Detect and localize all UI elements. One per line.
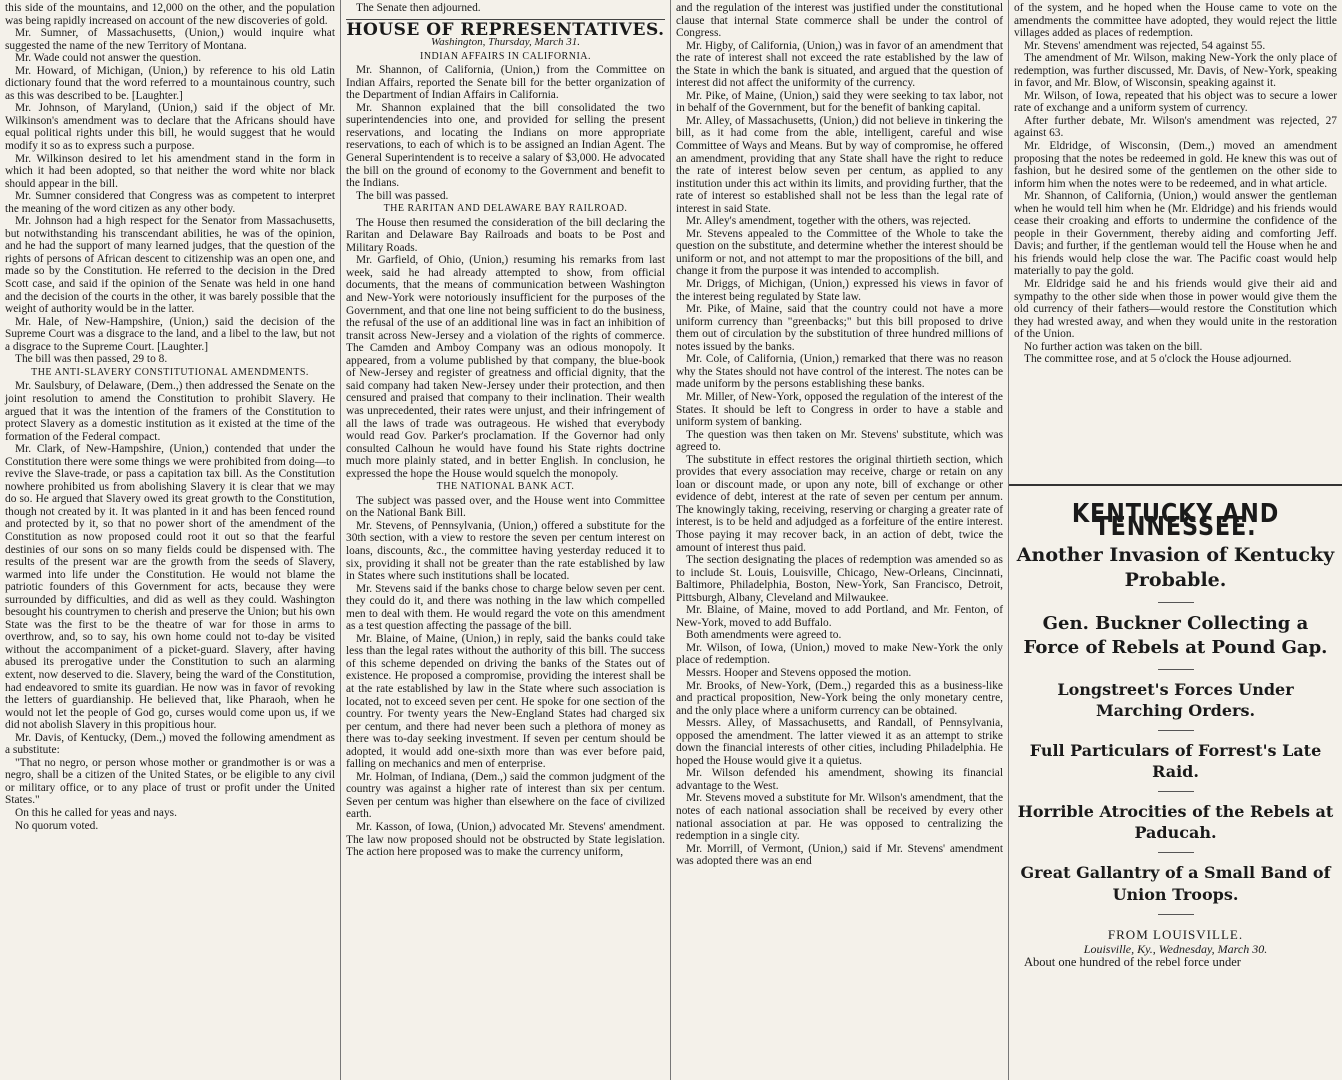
paragraph: Mr. Eldridge said he and his friends would give their aid and sympathy to the other side when those in power would give them the old currency of their fathers—would restore the Constitution which they had wrested away, and when they would unite in the restoration of the Union.: [1014, 278, 1337, 341]
headline-deck: Gen. Buckner Collecting a Force of Rebels at Pound Gap.: [1023, 613, 1328, 658]
section-subhead: THE NATIONAL BANK ACT.: [436, 481, 575, 493]
paragraph: Mr. Saulsbury, of Delaware, (Dem.,) then addressed the Senate on the joint resolution to amend the Constitution to prohibit Slavery. He argued that it was the intention of the framers of the Constitution to protect Slavery as a domestic institution as it existed at the time of the formation of the Federal compact.: [5, 380, 335, 443]
paragraph: Mr. Shannon, of California, (Union,) would answer the gentleman when he would tell him when he (Mr. Eldridge) and his friends would cease their croaking and efforts to undermine the confidence of the people in their Government, thereby aiding and comforting Jeff. Davis; and further, if the gentleman would tell the House when he and his friends would help close the war. The Pacific coast would help materially to pay the gold.: [1014, 190, 1337, 278]
paragraph: Messrs. Hooper and Stevens opposed the motion.: [686, 666, 912, 679]
kentucky-article: [1014, 500, 1337, 968]
paragraph: Mr. Wilson, of Iowa, repeated that his object was to secure a lower rate of exchange and a uniform system of currency.: [1014, 89, 1337, 115]
paragraph: Mr. Pike, of Maine, (Union,) said they were seeking to tax labor, not in behalf of the Government, but for the benefit of banking capital.: [676, 89, 1003, 115]
deck-divider: [1158, 602, 1194, 603]
paragraph: Mr. Alley's amendment, together with the others, was rejected.: [686, 215, 971, 228]
paragraph: Mr. Eldridge, of Wisconsin, (Dem.,) moved an amendment proposing that the notes be redeemed in gold. He knew this was out of fashion, but he desired some of the gentlemen on the other side to inform him when the notes were to be redeemed, and in what article.: [1014, 140, 1337, 190]
paragraph: Mr. Davis, of Kentucky, (Dem.,) moved the following amendment as a substitute:: [5, 731, 335, 757]
deck-divider: [1158, 669, 1194, 670]
paragraph: Mr. Stevens' amendment was rejected, 54 against 55.: [1024, 39, 1266, 52]
paragraph: Messrs. Alley, of Massachusetts, and Randall, of Pennsylvania, opposed the amendment. The latter viewed it as an attempt to strike down the financial interests of other cities, including Philadelphia. He hoped the House would give it a quietus.: [676, 717, 1003, 767]
section-headline: HOUSE OF REPRESENTATIVES.: [346, 19, 665, 40]
paragraph: Mr. Cole, of California, (Union,) remarked that there was no reason why the States should not have control of the interest. The notes can be made uniform by the persons establishing these banks.: [676, 353, 1003, 391]
paragraph: Mr. Howard, of Michigan, (Union,) by reference to his old Latin dictionary found that the word referred to a mountainous country, such as this was described to be. [Laughter.]: [5, 64, 335, 102]
headline-deck: Another Invasion of Kentucky Probable.: [1016, 544, 1335, 592]
section-subhead: THE ANTI-SLAVERY CONSTITUTIONAL AMENDMENTS.: [31, 366, 309, 378]
paragraph: Mr. Pike, of Maine, said that the country could not have a more uniform currency than "greenbacks;" but this bill proposed to drive them out of circulation by the substitution of three hundred millions of notes issued by the banks.: [676, 303, 1003, 353]
paragraph: The substitute in effect restores the original thirtieth section, which provides that every association may receive, charge or retain on any loan or discount made, or upon any note, bill of exchange or other evidence of debt, interest at the rate of seven per centum per annum. The knowingly taking, receiving, reserving or charging a greater rate of interest, is to be held and adjudged as a forfeiture of the entire interest. Those paying it may recover back, in an action of debt, twice the amount of interest thus paid.: [676, 453, 1003, 554]
paragraph: Mr. Clark, of New-Hampshire, (Union,) contended that under the Constitution there were some things we were prohibited from doing—to revive the Slave-trade, or pass a capitation tax bill. As the Constitution nowhere prohibited us from abolishing Slavery it is clear that we may do so. He argued that Slavery owed its great growth to the Constitution, though not created by it. It was planted in it and has been fenced round and protected by it, so that no power short of the amendment of the Constitution as now proposed could root it out so that the fearful destinies of our sons on so many fields could be dispensed with. The results of the present war are the growth from the seeds of Slavery, warmed into life under the Constitution. He would not blame the patriotic founders of this Government for acts, because they were surrounded by difficulties, and did as well as they could. Washington besought his countrymen to cherish and preserve the Union; but his own State was the first to be the theatre of war for those in arms to overthrow, and, so to say, his own home could not to-day be visited without the accompaniment of a picket-guard. Slavery, after having abused its prerogative under the Constitution to such an alarming extent, now deserved to die. Slavery, being the ward of the Constitution, had endeavored to smite its guardian. He now was in favor of revoking the letters of guardianship. He believed that, like Pharaoh, when he would not let the people of God go, curses would come upon us, if we did not abolish Slavery in this propitious hour.: [5, 443, 335, 732]
paragraph: and the regulation of the interest was justified under the constitutional clause that internal State commerce shall be under the control of Congress.: [676, 2, 1003, 40]
paragraph: Mr. Shannon, of California, (Union,) from the Committee on Indian Affairs, reported the Senate bill for the better organization of the Department of Indian Affairs in California.: [346, 64, 665, 102]
paragraph: The committee rose, and at 5 o'clock the House adjourned.: [1024, 353, 1292, 366]
paragraph: Mr. Stevens said if the banks chose to charge below seven per cent. they could do it, and there was nothing in the law which compelled men to deal with them. He would regard the vote on this amendment as a test question affecting the passage of the bill.: [346, 582, 665, 633]
dateline: Washington, Thursday, March 31.: [431, 36, 580, 49]
paragraph: About one hundred of the rebel force under: [1024, 954, 1241, 969]
paragraph: Mr. Wade could not answer the question.: [15, 52, 202, 65]
paragraph: Mr. Sumner considered that Congress was as competent to interpret the meaning of the word citizen as any other body.: [5, 190, 335, 215]
paragraph: The question was then taken on Mr. Stevens' substitute, which was agreed to.: [676, 428, 1003, 454]
section-subhead: INDIAN AFFAIRS IN CALIFORNIA.: [420, 50, 591, 62]
paragraph: Mr. Miller, of New-York, opposed the regulation of the interest of the States. It should be left to Congress in order to have a stable and uniform system of banking.: [676, 390, 1003, 429]
paragraph: The amendment of Mr. Wilson, making New-York the only place of redemption, was further discussed, Mr. Davis, of New-York, speaking in favor, and Mr. Blow, of Wisconsin, speaking against it.: [1014, 52, 1337, 90]
paragraph: Mr. Stevens appealed to the Committee of the Whole to take the question on the substitute, and determine whether the interest should be uniform or not, and not attempt to mar the propositions of the bill, and change it from the purpose it was intended to accomplish.: [676, 227, 1003, 278]
paragraph: this side of the mountains, and 12,000 on the other, and the population was being rapidly increased on account of the new discoveries of gold.: [5, 2, 335, 27]
paragraph: The House then resumed the consideration of the bill declaring the Raritan and Delaware Bay Railroads and boats to be Post and Military Roads.: [346, 216, 665, 254]
dispatch-dateline: Louisville, Ky., Wednesday, March 30.: [1083, 942, 1268, 957]
column-1: [0, 0, 340, 1080]
paragraph: Mr. Holman, of Indiana, (Dem.,) said the common judgment of the country was against a higher rate of interest than six per centum. Seven per centum was higher than elsewhere on the face of civilized earth.: [346, 770, 665, 821]
paragraph: The bill was passed.: [356, 189, 449, 202]
paragraph: Mr. Wilson defended his amendment, showing its financial advantage to the West.: [676, 767, 1003, 792]
column-4: [1008, 0, 1342, 1080]
headline-deck: Great Gallantry of a Small Band of Union Troops.: [1020, 863, 1331, 904]
section-divider: [1009, 484, 1342, 486]
paragraph: of the system, and he hoped when the House came to vote on the amendments the committee have adopted, they would reject the little villages added as places of redemption.: [1014, 2, 1337, 40]
deck-divider: [1158, 730, 1194, 731]
paragraph: The Senate then adjourned.: [356, 2, 481, 14]
paragraph: Mr. Johnson had a high respect for the Senator from Massachusetts, but notwithstanding his transcendant abilities, he was of the opinion, and he had the support of many learned judges, that the question of the rights of persons of African descent to citizenship was an open one, and made so by the Constitution. He referred to the decision in the Dred Scott case, and said if the opinion of the Senate was held in one hand and the decision of the courts in the other, it was barely possible that the weight of authority would be in the latter.: [5, 215, 335, 316]
paragraph: Mr. Wilson, of Iowa, (Union,) moved to make New-York the only place of redemption.: [676, 641, 1003, 667]
dispatch-heading: FROM LOUISVILLE.: [1107, 926, 1244, 942]
paragraph: Mr. Hale, of New-Hampshire, (Union,) said the decision of the Supreme Court was a disgrace to the land, and a libel to the law, but not a disgrace to the Supreme Court. [Laughter.]: [5, 315, 335, 353]
headline-deck: Longstreet's Forces Under Marching Orders.: [1057, 679, 1294, 720]
paragraph: The bill was then passed, 29 to 8.: [15, 353, 168, 366]
paragraph: After further debate, Mr. Wilson's amendment was rejected, 27 against 63.: [1014, 114, 1337, 140]
headline-deck: Full Particulars of Forrest's Late Raid.: [1029, 740, 1322, 782]
column-2: [340, 0, 670, 1080]
paragraph: Mr. Alley, of Massachusetts, (Union,) did not believe in tinkering the bill, as it had come from the able, intelligent, careful and wise Committee of Ways and Means. But by way of compromise, he offered an amendment, providing that any State shall have the right to reduce the rate of interest below seven per centum, as applied to any institution under this act within its limits, and providing further, that the rate of interest so established shall not be less than the legal rate of interest in said State.: [676, 114, 1003, 215]
paragraph: The section designating the places of redemption was amended so as to include St. Louis, Louisville, Chicago, New-Orleans, Cincinnati, Baltimore, Philadelphia, Boston, New-York, San Francisco, Detroit, Pittsburgh, Albany, Cleveland and Milwaukee.: [676, 554, 1003, 604]
deck-divider: [1158, 852, 1194, 853]
paragraph: Mr. Stevens, of Pennsylvania, (Union,) offered a substitute for the 30th section, with a view to restore the seven per centum interest on loans, discounts, &c., the committee having yesterday reduced it to six, providing it shall not be greater than the rate established by law in States where such institutions shall be located.: [346, 519, 665, 583]
paragraph: Mr. Kasson, of Iowa, (Union,) advocated Mr. Stevens' amendment. The law now proposed should not be obstructed by State legislation. The action here proposed was to make the currency uniform,: [346, 821, 665, 859]
paragraph: Mr. Shannon explained that the bill consolidated the two superintendencies into one, and provided for selling the present reservations, and locating the Indians on more appropriate reservations, to each of which is to be assigned an Indian Agent. The General Superintendent is to receive a salary of $3,000. He advocated the bill on the ground of economy to the Government and benefit to the Indians.: [346, 101, 665, 190]
paragraph: Mr. Driggs, of Michigan, (Union,) expressed his views in favor of the interest being regulated by State law.: [676, 278, 1003, 303]
paragraph: No further action was taken on the bill.: [1024, 340, 1203, 353]
paragraph: Mr. Higby, of California, (Union,) was in favor of an amendment that the rate of interest shall not exceed the rate established by the law of the State in which the bank is situated, and argued that the question of interest did not affect the uniformity of the currency.: [676, 39, 1003, 90]
paragraph: Mr. Blaine, of Maine, (Union,) in reply, said the banks could take less than the legal rates without the authority of this bill. The success of this scheme depended on driving the banks of the States out of existence. He proposed a compromise, providing the interest shall be at the rate established by law in the State where such association is located, not to exceed seven per cent. He spoke for one section of the country. For twenty years the New-England States had charged six per centum, and there had never been such a plethora of money as there was to-day seeking investment. If seven per centum should be adopted, it would add one-sixth more than was ever before paid, falling on mechanics and men of enterprise.: [346, 632, 665, 771]
paragraph: On this he called for yeas and nays.: [15, 807, 177, 819]
paragraph: No quorum voted.: [15, 819, 99, 832]
paragraph: Mr. Brooks, of New-York, (Dem.,) regarded this as a business-like and practical proposition, New-York being the only monetary centre, and the only place where a uniform currency can be obtained.: [676, 679, 1003, 717]
section-subhead: THE RARITAN AND DELAWARE BAY RAILROAD.: [383, 203, 628, 215]
paragraph: Mr. Stevens moved a substitute for Mr. Wilson's amendment, that the notes of each national association shall be received by every other national association at par. He was opposed to centralizing the redemption in a single city.: [676, 792, 1003, 843]
paragraph: Mr. Johnson, of Maryland, (Union,) said if the object of Mr. Wilkinson's amendment was to declare that the Africans should have equal political rights under this bill, he would suggest that he would modify it so as to express such a purpose.: [5, 102, 335, 153]
headline-deck: Horrible Atrocities of the Rebels at Paducah.: [1017, 802, 1334, 843]
paragraph: Mr. Blaine, of Maine, moved to add Portland, and Mr. Fenton, of New-York, moved to add Buffalo.: [676, 604, 1003, 629]
paragraph: Mr. Wilkinson desired to let his amendment stand in the form in which it had been adopted, so that neither the word white nor black should appear in the bill.: [5, 152, 335, 190]
deck-divider: [1158, 914, 1194, 915]
paragraph: The subject was passed over, and the House went into Committee on the National Bank Bill.: [346, 494, 665, 520]
article-headline: KENTUCKY AND TENNESSEE.: [1071, 499, 1280, 542]
paragraph: Mr. Morrill, of Vermont, (Union,) said if Mr. Stevens' amendment was adopted there was an end: [676, 842, 1003, 868]
paragraph: Mr. Garfield, of Ohio, (Union,) resuming his remarks from last week, said he had already attempted to show, from official documents, that the means of communication between Washington and New-York were notoriously insufficient for the purposes of the Government, and that one line not being sufficient to do the business, the refusal of the use of an additional line was in fact an inhibition of transit across New-Jersey and a violation of the rights of commerce. The Camden and Amboy Company was an odious monopoly. It appeared, from a volume published by that company, the blue-book of New-Jersey and register of greatness and official dignity, that the said company had taken New-Jersey under their protection, and then censured and praised that company to their inclination. Their wealth was unprecedented, their rates were unjust, and their infringement of all the laws of trade was outrageous. He wished that everybody would read Gov. Parker's proclamation. If the Governor had only consulted Calhoun he would have found his State rights doctrine much more plainly stated, and in better English. In conclusion, he expressed the hope the House would squelch the monopoly.: [346, 254, 665, 480]
column-4-upper: [1014, 2, 1337, 366]
paragraph: Both amendments were agreed to.: [686, 629, 842, 642]
quoted-amendment: "That no negro, or person whose mother or grandmother is or was a negro, shall be a citizen of the United States, or be eligible to any civil or military office, or to any place of trust or profit under the United States.": [5, 756, 335, 807]
column-3: [670, 0, 1008, 1080]
deck-divider: [1158, 791, 1194, 792]
paragraph: Mr. Sumner, of Massachusetts, (Union,) would inquire what suggested the name of the new Territory of Montana.: [5, 27, 335, 52]
